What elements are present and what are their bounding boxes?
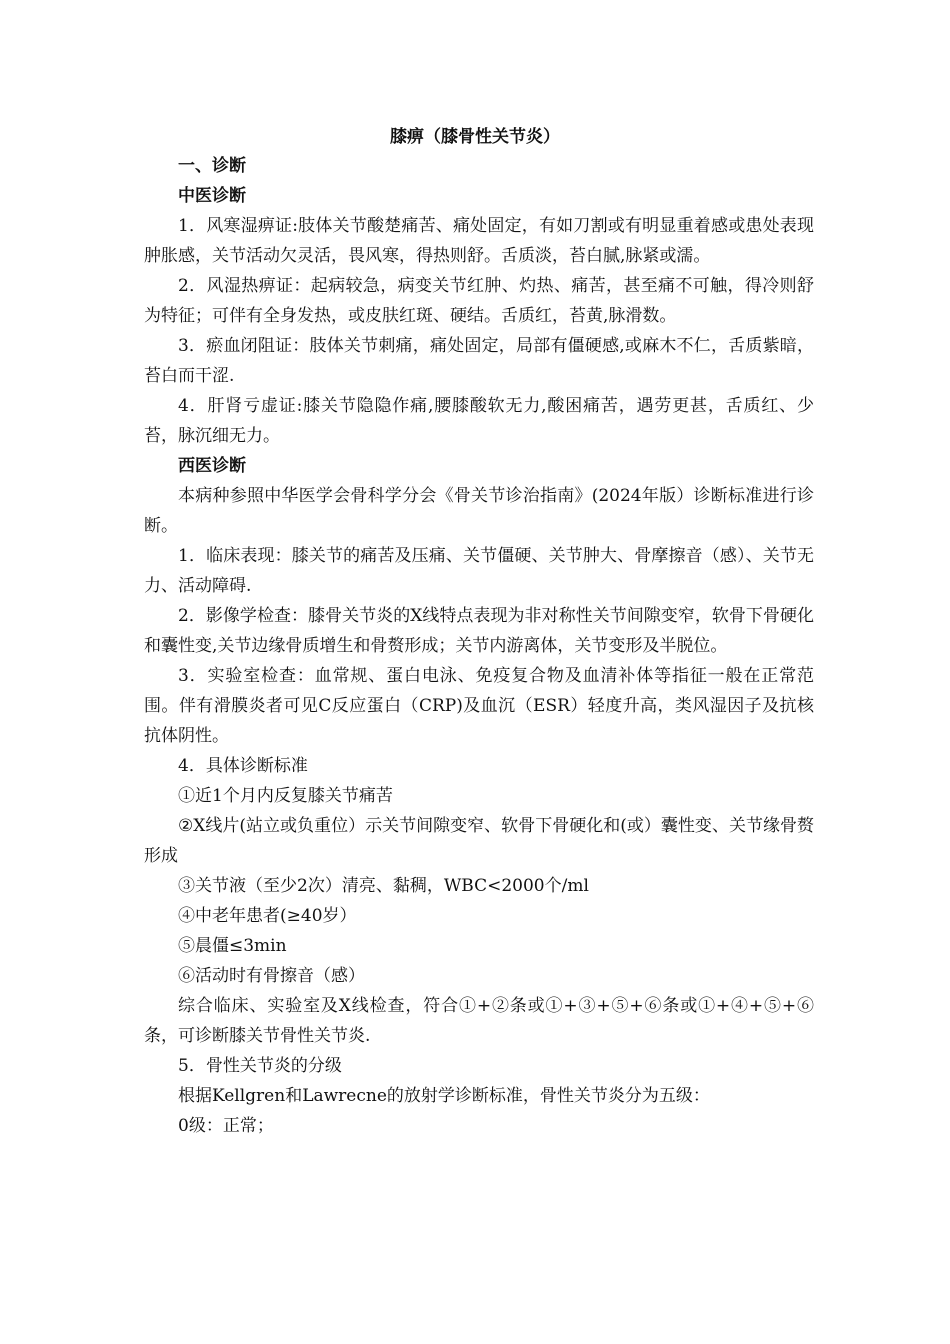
body-paragraph: 2．影像学检查：膝骨关节炎的X线特点表现为非对称性关节间隙变窄，软骨下骨硬化和囊性变,关节边缘骨质增生和骨赘形成；关节内游离体，关节变形及半脱位。 (144, 606, 814, 656)
body-paragraph: 2．风湿热痹证：起病较急，病变关节红肿、灼热、痛苦，甚至痛不可触，得冷则舒为特征；可伴有全身发热，或皮肤红斑、硬结。舌质红，苔黄,脉滑数。 (144, 276, 814, 326)
body-paragraph: 根据Kellgren和Lawrecne的放射学诊断标准，骨性关节炎分为五级： (178, 1086, 710, 1106)
body-paragraph: ④中老年患者(≥40岁） (178, 906, 357, 926)
body-paragraph: 3．实验室检查：血常规、蛋白电泳、免疫复合物及血清补体等指征一般在正常范围。伴有滑膜炎者可见C反应蛋白（CRP)及血沉（ESR）轻度升高，类风湿因子及抗核抗体阴性。 (144, 666, 814, 746)
body-paragraph: ②X线片(站立或负重位）示关节间隙变窄、软骨下骨硬化和(或）囊性变、关节缘骨赘形成 (144, 816, 814, 866)
body-paragraph: ③关节液（至少2次）清亮、黏稠，WBC<2000个/ml (178, 876, 589, 896)
body-paragraph: 综合临床、实验室及X线检查，符合①+②条或①+③+⑤+⑥条或①+④+⑤+⑥条，可诊断膝关节骨性关节炎. (144, 996, 814, 1046)
body-paragraph: ⑥活动时有骨擦音（感） (178, 966, 365, 986)
body-paragraph: ⑤晨僵≤3min (178, 936, 287, 956)
section-heading: 中医诊断 (178, 186, 246, 206)
body-paragraph: 本病种参照中华医学会骨科学分会《骨关节诊治指南》(2024年版）诊断标准进行诊断。 (144, 486, 814, 536)
document-title: 膝痹（膝骨性关节炎） (390, 127, 560, 147)
body-paragraph: 1．临床表现：膝关节的痛苦及压痛、关节僵硬、关节肿大、骨摩擦音（感）、关节无力、活动障碍. (144, 546, 814, 596)
body-paragraph: 1．风寒湿痹证:肢体关节酸楚痛苦、痛处固定，有如刀割或有明显重着感或患处表现肿胀感，关节活动欠灵活，畏风寒，得热则舒。舌质淡，苔白腻,脉紧或濡。 (144, 216, 814, 266)
section-heading: 西医诊断 (178, 456, 246, 476)
body-paragraph: 4．肝肾亏虚证:膝关节隐隐作痛,腰膝酸软无力,酸困痛苦，遇劳更甚，舌质红、少苔，脉沉细无力。 (144, 396, 814, 446)
body-paragraph: 5．骨性关节炎的分级 (178, 1056, 342, 1076)
body-paragraph: ①近1个月内反复膝关节痛苦 (178, 786, 393, 806)
body-paragraph: 3．瘀血闭阻证：肢体关节刺痛，痛处固定，局部有僵硬感,或麻木不仁，舌质紫暗，苔白而干涩. (144, 336, 814, 386)
body-paragraph: 0级：正常； (178, 1116, 274, 1136)
section-heading: 一、诊断 (178, 156, 246, 176)
document-body (144, 151, 814, 1141)
body-paragraph: 4．具体诊断标准 (178, 756, 308, 776)
